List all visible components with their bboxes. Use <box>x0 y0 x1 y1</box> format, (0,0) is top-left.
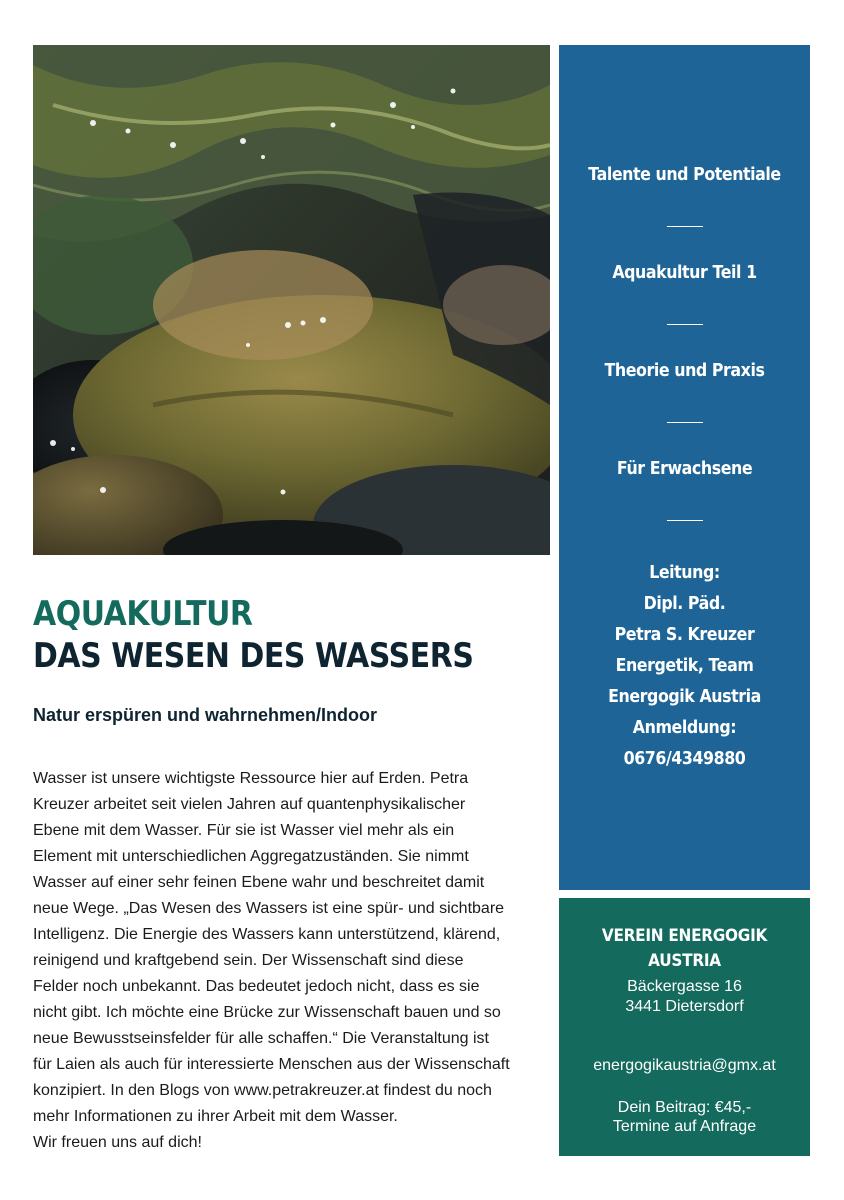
org-line: AUSTRIA <box>648 951 721 971</box>
body-line[interactable]: konzipiert. In den Blogs von www.petrakreuzer.at findest du noch <box>33 1082 492 1099</box>
body-line: nicht gibt. Ich möchte eine Brücke zur Wissenschaft bauen und so <box>33 1004 501 1021</box>
sidebar-item-erwachsene: Für Erwachsene <box>616 458 753 479</box>
sidebar-item-talente: Talente und Potentiale <box>588 164 781 185</box>
sidebar-divider <box>667 520 703 521</box>
body-line: Wasser auf einer sehr feinen Ebene wahr und beschreitet damit <box>33 874 485 891</box>
info-sidebar <box>559 45 810 890</box>
sidebar-divider <box>667 422 703 423</box>
org-line: VEREIN ENERGOGIK <box>601 926 768 946</box>
contact-box <box>559 898 810 1156</box>
sidebar-divider <box>667 324 703 325</box>
body-line: reinigend und kraftgebend sein. Der Wissenschaft sind diese <box>33 952 464 969</box>
email-link[interactable]: energogikaustria@gmx.at <box>593 1057 776 1074</box>
sidebar-divider <box>667 226 703 227</box>
fee-text: Dein Beitrag: €45,- <box>617 1099 752 1116</box>
body-line: Element mit unterschiedlichen Aggregatzuständen. Sie nimmt <box>33 848 469 865</box>
title-line-1: AQUAKULTUR <box>33 594 253 634</box>
body-line: Kreuzer arbeitet seit vielen Jahren auf quantenphysikalischer <box>33 796 466 813</box>
city-address: 3441 Dietersdorf <box>625 998 744 1015</box>
leitung-block <box>574 557 795 774</box>
sidebar-item-aquakultur: Aquakultur Teil 1 <box>612 262 757 283</box>
phone-number: 0676/4349880 <box>623 748 746 769</box>
leitung-line: Leitung: <box>649 562 720 583</box>
leitung-line: Energogik Austria <box>608 686 761 707</box>
leitung-line: Energetik, Team <box>615 655 754 676</box>
body-line: neue Bewusstseinsfelder für alle schaffen.“ Die Veranstaltung ist <box>33 1030 489 1047</box>
body-line: Intelligenz. Die Energie des Wassers kann unterstützend, klärend, <box>33 926 501 943</box>
street-address: Bäckergasse 16 <box>627 978 742 995</box>
sidebar-item-theorie: Theorie und Praxis <box>604 360 765 381</box>
body-line: für Laien als auch für interessierte Menschen aus der Wissenschaft <box>33 1056 510 1073</box>
leitung-line: Petra S. Kreuzer <box>614 624 755 645</box>
body-line: mehr Informationen zu ihrer Arbeit mit dem Wasser. <box>33 1108 398 1125</box>
subtitle: Natur erspüren und wahrnehmen/Indoor <box>33 705 378 725</box>
closing-line: Wir freuen uns auf dich! <box>33 1134 202 1151</box>
title-line-2: DAS WESEN DES WASSERS <box>33 636 474 676</box>
dates-text: Termine auf Anfrage <box>612 1118 757 1135</box>
body-line: Felder noch unbekannt. Das bedeutet jedoch nicht, dass es sie <box>33 978 480 995</box>
leitung-line: Anmeldung: <box>632 717 737 738</box>
body-line: Ebene mit dem Wasser. Für sie ist Wasser viel mehr als ein <box>33 822 455 839</box>
leitung-line: Dipl. Päd. <box>643 593 726 614</box>
water-stones-photo <box>33 45 550 555</box>
body-text <box>33 766 553 1156</box>
body-line: Wasser ist unsere wichtigste Ressource hier auf Erden. Petra <box>33 770 469 787</box>
organization-name <box>572 924 798 974</box>
body-line: neue Wege. „Das Wesen des Wassers ist eine spür- und sichtbare <box>33 900 505 917</box>
